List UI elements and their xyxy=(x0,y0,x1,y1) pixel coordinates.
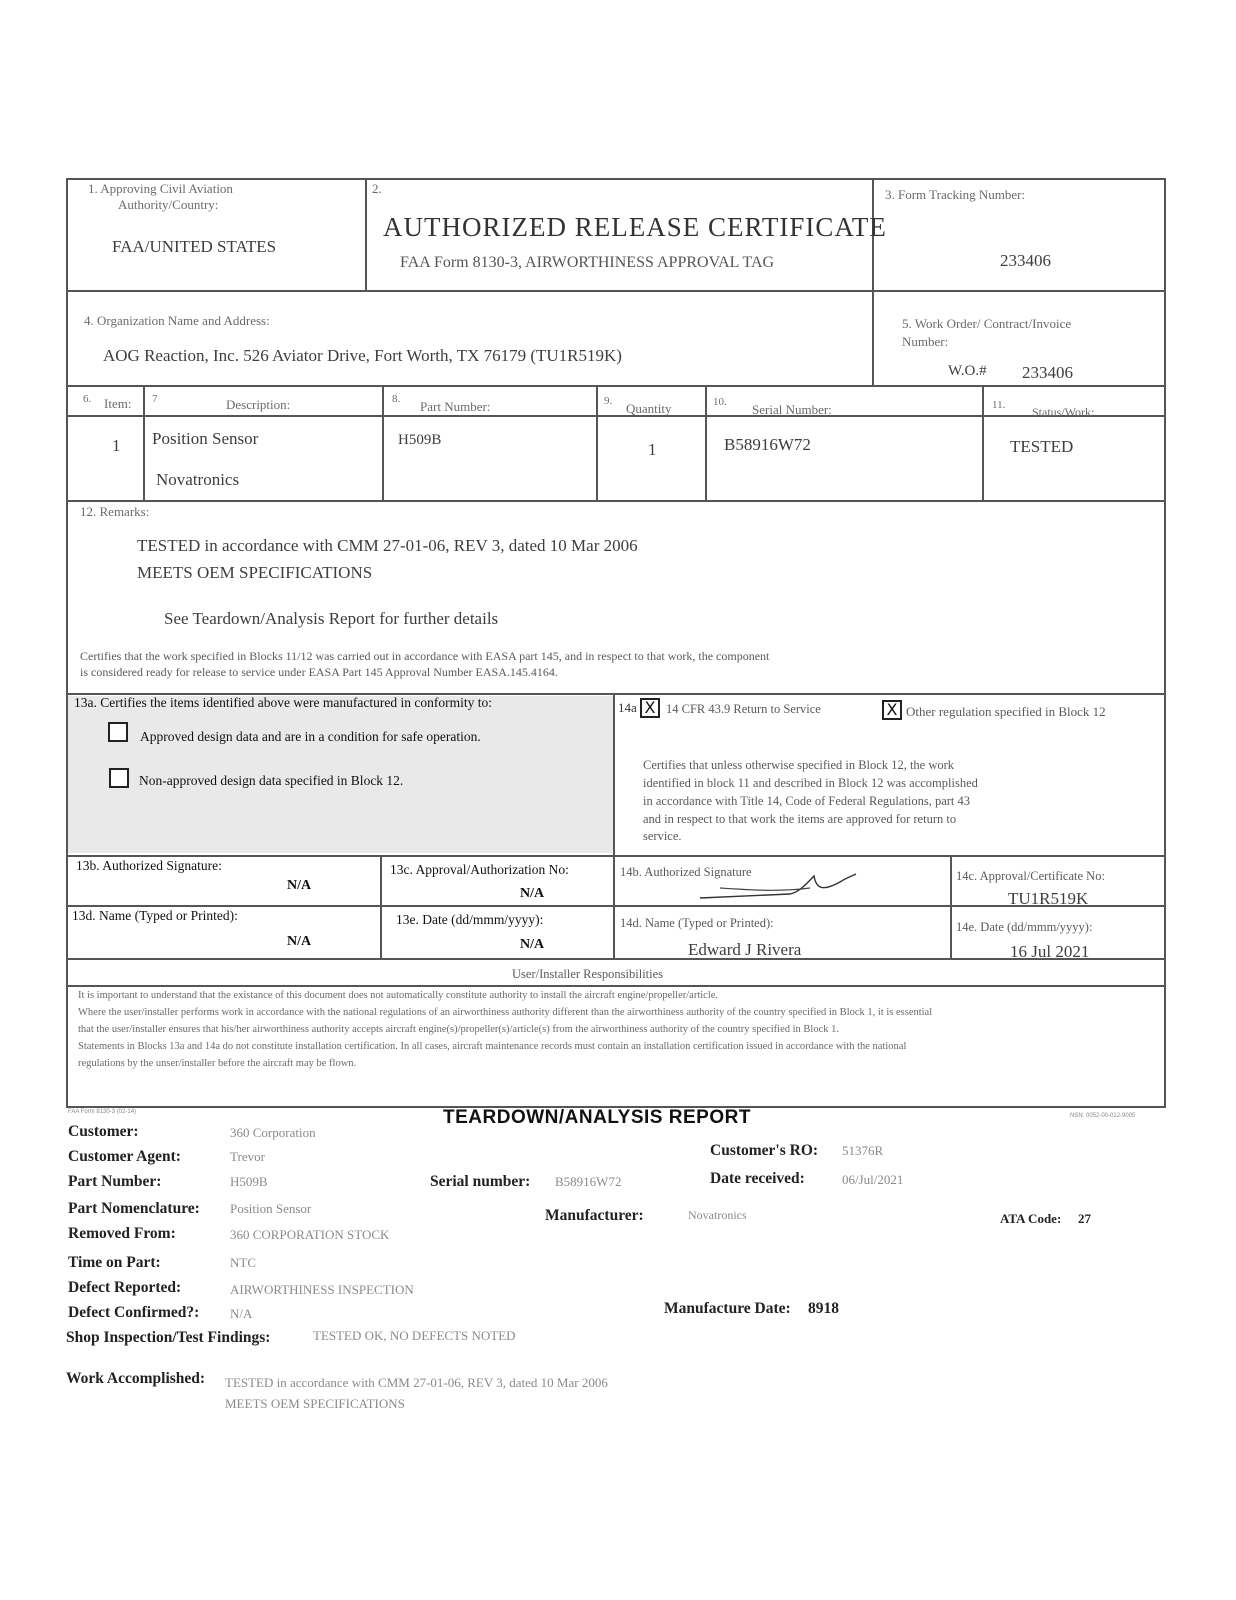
defect-reported-value: AIRWORTHINESS INSPECTION xyxy=(230,1282,414,1297)
remarks-line-1: TESTED in accordance with CMM 27-01-06, REV 3, dated 10 Mar 2006 xyxy=(137,536,638,555)
technician-name: Edward J Rivera xyxy=(688,940,802,959)
row-serial-number: B58916W72 xyxy=(724,435,811,454)
block13c-value: N/A xyxy=(520,886,545,901)
ata-code-value: 27 xyxy=(1078,1211,1091,1226)
part-nomenclature-value: Position Sensor xyxy=(230,1201,312,1216)
block14e-label: 14e. Date (dd/mmm/yyyy): xyxy=(956,920,1093,934)
remarks-label: 12. Remarks: xyxy=(80,504,150,519)
removed-from-label: Removed From: xyxy=(68,1225,176,1242)
user-responsibilities-header: User/Installer Responsibilities xyxy=(512,967,664,981)
work-order-number: 233406 xyxy=(1022,363,1073,382)
ata-code-label: ATA Code: xyxy=(1000,1211,1062,1226)
removed-from-value: 360 CORPORATION STOCK xyxy=(230,1227,390,1242)
block14a-label: 14a xyxy=(618,700,637,715)
row-description: Position Sensor xyxy=(152,429,259,448)
manufacturer-label: Manufacturer: xyxy=(545,1207,644,1224)
block13d-value: N/A xyxy=(287,934,312,949)
return-to-service-label: 14 CFR 43.9 Return to Service xyxy=(666,702,821,716)
block14a-text-line-2: identified in block 11 and described in Block 12 was accomplished xyxy=(643,776,978,790)
customer-agent-label: Customer Agent: xyxy=(68,1148,181,1165)
approved-design-checkbox[interactable] xyxy=(108,722,128,742)
block13e-label: 13e. Date (dd/mmm/yyyy): xyxy=(396,912,544,927)
manufacture-date-value: 8918 xyxy=(808,1300,839,1317)
return-to-service-checkbox[interactable]: X xyxy=(640,698,660,718)
block14c-label: 14c. Approval/Certificate No: xyxy=(956,869,1105,883)
organization-address: AOG Reaction, Inc. 526 Aviator Drive, Fort Worth, TX 76179 (TU1R519K) xyxy=(103,346,622,365)
block13d-label: 13d. Name (Typed or Printed): xyxy=(72,908,238,923)
col-serial-number-header: Serial Number: xyxy=(752,402,832,417)
block14a-text-line-4: and in respect to that work the items are approved for return to xyxy=(643,812,957,826)
defect-confirmed-label: Defect Confirmed?: xyxy=(68,1304,200,1321)
customer-value: 360 Corporation xyxy=(230,1125,316,1140)
block13e-value: N/A xyxy=(520,937,545,952)
block13c-label: 13c. Approval/Authorization No: xyxy=(390,862,569,877)
shop-findings-value: TESTED OK, NO DEFECTS NOTED xyxy=(313,1328,516,1343)
block14a-text-line-3: in accordance with Title 14, Code of Federal Regulations, part 43 xyxy=(643,794,971,808)
time-on-part-label: Time on Part: xyxy=(68,1254,161,1271)
row-item: 1 xyxy=(112,436,121,455)
col-qty-num: 9. xyxy=(604,395,613,407)
manufacture-date-label: Manufacture Date: xyxy=(664,1300,791,1317)
block13a-label: 13a. Certifies the items identified above were manufactured in conformity to: xyxy=(74,695,492,710)
defect-confirmed-value: N/A xyxy=(230,1306,253,1321)
block1-label-line2: Authority/Country: xyxy=(118,197,219,212)
block1-label-line1: 1. Approving Civil Aviation xyxy=(88,181,233,196)
easa-statement-line-1: Certifies that the work specified in Blocks 11/12 was carried out in accordance with EASA part 145, and in respect to that work, the component xyxy=(80,649,770,663)
col-part-num: 8. xyxy=(392,393,401,405)
col-part-number-header: Part Number: xyxy=(420,399,491,414)
work-accomplished-line-2: MEETS OEM SPECIFICATIONS xyxy=(225,1396,405,1411)
easa-statement-line-2: is considered ready for release to service under EASA Part 145 Approval Number EASA.145.4164. xyxy=(80,665,558,679)
customer-ro-value: 51376R xyxy=(842,1143,884,1158)
customer-agent-value: Trevor xyxy=(230,1149,265,1164)
non-approved-design-checkbox[interactable] xyxy=(109,768,129,788)
block4-label: 4. Organization Name and Address: xyxy=(84,313,270,328)
work-accomplished-label: Work Accomplished: xyxy=(66,1370,206,1387)
block2-label: 2. xyxy=(372,181,382,196)
user-responsibilities-line-4: Statements in Blocks 13a and 14a do not constitute installation certification. In all cases, aircraft maintenance records must contain an installation certification issued in accordance with the national xyxy=(78,1041,907,1052)
work-accomplished-line-1: TESTED in accordance with CMM 27-01-06, REV 3, dated 10 Mar 2006 xyxy=(225,1375,608,1390)
other-regulation-label: Other regulation specified in Block 12 xyxy=(906,704,1106,719)
block13b-label: 13b. Authorized Signature: xyxy=(76,858,222,873)
non-approved-design-label: Non-approved design data specified in Block 12. xyxy=(139,773,404,788)
col-desc-num: 7 xyxy=(152,393,158,405)
remarks-line-3: See Teardown/Analysis Report for further details xyxy=(164,609,499,628)
part-number-label: Part Number: xyxy=(68,1173,162,1190)
user-responsibilities-line-1: It is important to understand that the existance of this document does not automatically constitute authority to install the aircraft engine/propeller/article. xyxy=(78,990,719,1001)
approval-certificate-number: TU1R519K xyxy=(1008,889,1089,908)
row-quantity: 1 xyxy=(648,440,657,459)
date-received-value: 06/Jul/2021 xyxy=(842,1172,904,1187)
user-responsibilities-line-3: that the user/installer ensures that his/her airworthiness authority accepts aircraft engine(s)/propeller(s)/article(s) from the airworthiness authority of the country specified in Block 1. xyxy=(78,1024,839,1035)
block13b-value: N/A xyxy=(287,878,312,893)
time-on-part-value: NTC xyxy=(230,1255,256,1270)
col-description-header: Description: xyxy=(226,397,291,412)
authorized-signature xyxy=(690,868,860,904)
col-status-num: 11. xyxy=(992,399,1006,411)
row-manufacturer: Novatronics xyxy=(156,470,240,489)
nsn-footer: NSN: 0052-00-012-9005 xyxy=(1070,1113,1136,1119)
serial-number-label: Serial number: xyxy=(430,1173,531,1190)
certificate-title: AUTHORIZED RELEASE CERTIFICATE xyxy=(383,212,887,242)
col-serial-num: 10. xyxy=(713,396,727,408)
remarks-line-2: MEETS OEM SPECIFICATIONS xyxy=(137,563,373,582)
approved-design-label: Approved design data and are in a condition for safe operation. xyxy=(140,729,481,744)
shop-findings-label: Shop Inspection/Test Findings: xyxy=(66,1329,271,1346)
col-quantity-header: Quantity xyxy=(626,401,672,416)
row-status: TESTED xyxy=(1010,437,1074,456)
block14d-label: 14d. Name (Typed or Printed): xyxy=(620,916,774,930)
date-received-label: Date received: xyxy=(710,1170,805,1187)
other-regulation-checkbox[interactable]: X xyxy=(882,700,902,720)
block14a-text-line-1: Certifies that unless otherwise specified in Block 12, the work xyxy=(643,758,955,772)
work-order-prefix: W.O.# xyxy=(948,363,987,379)
certificate-subtitle: FAA Form 8130-3, AIRWORTHINESS APPROVAL TAG xyxy=(400,254,775,271)
block3-label: 3. Form Tracking Number: xyxy=(885,187,1026,202)
form-number-footer: FAA Form 8130-3 (02-14) xyxy=(68,1109,137,1115)
manufacturer-value: Novatronics xyxy=(688,1208,747,1222)
release-date: 16 Jul 2021 xyxy=(1010,942,1090,961)
defect-reported-label: Defect Reported: xyxy=(68,1279,182,1296)
col-item-header: Item: xyxy=(104,396,132,411)
col-status-header: Status/Work: xyxy=(1032,405,1095,419)
customer-ro-label: Customer's RO: xyxy=(710,1142,819,1159)
user-responsibilities-line-2: Where the user/installer performs work in accordance with the national regulations of an airworthiness authority different than the airworthiness authority of the country specified in Block 1, it is essential xyxy=(78,1007,933,1018)
serial-number-value: B58916W72 xyxy=(555,1174,622,1189)
form-tracking-number: 233406 xyxy=(1000,251,1051,270)
col-item-num: 6. xyxy=(83,393,92,405)
block5-label-line1: 5. Work Order/ Contract/Invoice xyxy=(902,316,1072,331)
customer-label: Customer: xyxy=(68,1123,139,1140)
block14a-text-line-5: service. xyxy=(643,829,682,843)
user-responsibilities-line-5: regulations by the unser/installer before the aircraft may be flown. xyxy=(78,1058,357,1069)
row-part-number: H509B xyxy=(398,432,442,448)
report-title: TEARDOWN/ANALYSIS REPORT xyxy=(443,1107,751,1128)
block14b-label: 14b. Authorized Signature xyxy=(620,865,752,879)
block5-label-line2: Number: xyxy=(902,334,949,349)
part-number-value: H509B xyxy=(230,1174,268,1189)
approving-authority: FAA/UNITED STATES xyxy=(112,237,277,256)
part-nomenclature-label: Part Nomenclature: xyxy=(68,1200,200,1217)
